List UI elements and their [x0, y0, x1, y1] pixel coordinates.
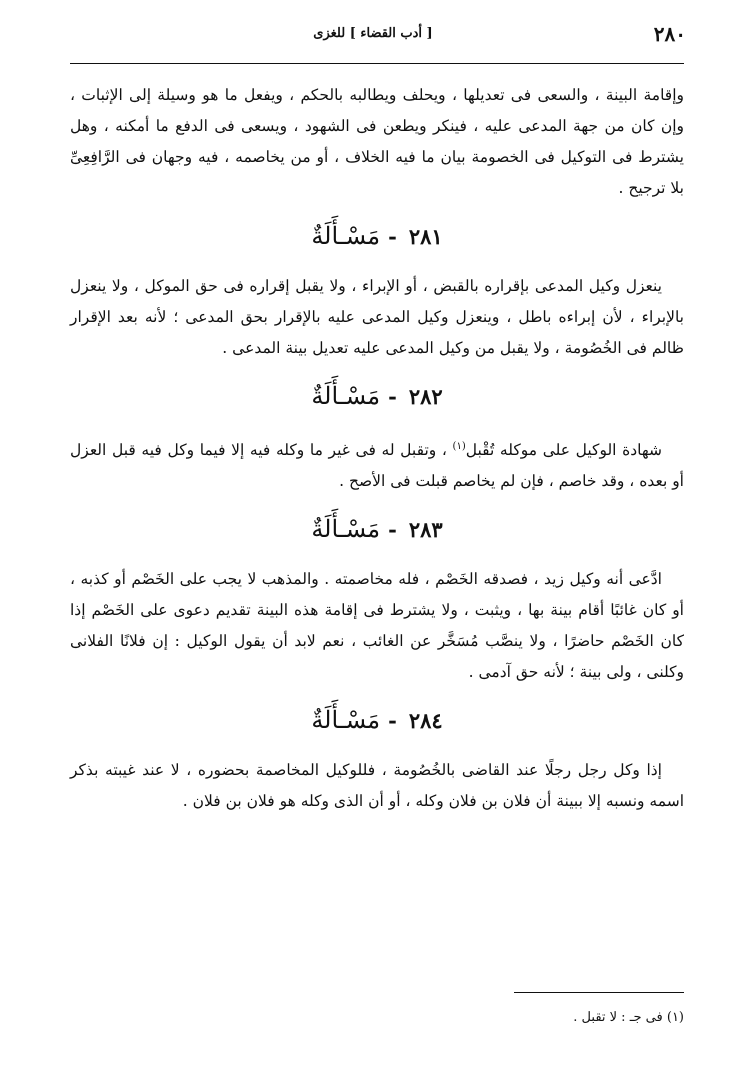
section-title: مَسْـأَلَةٌ	[311, 222, 381, 250]
section-heading-282	[70, 378, 684, 415]
section-text-281: ينعزل وكيل المدعى بإقراره بالقبض ، أو الإبراء ، ولا يقبل إقراره فى حق الموكل ، ولا ينعزل بالإبراء ، لأن إبراءه باطل ، وينعزل وكيل المدعى عليه بالإقرار بحق المدعى ؛ لأنه بعد الإقرار ظالم فى الخُصُومة ، ولا يقبل من وكيل المدعى عليه تعديل بينة المدعى .	[70, 277, 684, 357]
section-text-284: إذا وكل رجل رجلًا عند القاضى بالخُصُومة ، فللوكيل المخاصمة بحضوره ، لا عند غيبته بذكر اسمه ونسبه إلا ببينة أن فلان بن فلان وكله ، أو أن الذى وكله هو فلان بن فلان .	[70, 761, 684, 811]
section-dash: -	[388, 517, 397, 543]
section-number: ٢٨٣	[408, 517, 443, 543]
page-header	[60, 22, 686, 56]
header-rule	[70, 63, 684, 64]
section-title: مَسْـأَلَةٌ	[311, 706, 381, 735]
section-heading-283	[70, 511, 684, 548]
section-title: مَسْـأَلَةٌ	[311, 382, 381, 410]
running-title: [ أدب القضاء ] للغزى	[313, 26, 433, 41]
section-heading-281	[70, 218, 684, 255]
intro-paragraph: وإقامة البينة ، والسعى فى تعديلها ، ويحلف ويطالبه بالحكم ، ويفعل ما هو وسيلة إلى الإثبات ، وإن كان من جهة المدعى عليه ، فينكر ويطعن فى الشهود ، ويسعى فى الدفع ما أمكنه ، وهل يشترط فى التوكيل فى الخصومة بيان ما فيه الخلاف ، أو من يخاصمه ، فيه وجهان فى الرَّافِعِىِّ بلا ترجيح .	[70, 86, 684, 197]
section-text-282-end: ، وتقبل له فى غير ما وكله فيه إلا فيما وكل فيه قبل العزل أو بعده ، وقد خاصم ، فإن لم يخاصم قبلت فى الأصح .	[70, 441, 684, 491]
footnote-reference: (١)	[452, 441, 466, 452]
section-title: مَسْـأَلَةٌ	[311, 515, 381, 544]
page-body	[70, 80, 684, 817]
section-heading-284	[70, 702, 684, 739]
footnote-rule	[514, 992, 684, 993]
section-number: ٢٨٤	[408, 708, 443, 734]
section-number: ٢٨٢	[408, 384, 443, 409]
footnote: (١) فى جـ : لا تقبل .	[573, 1010, 684, 1025]
section-dash: -	[388, 708, 397, 734]
section-text-282-start: شهادة الوكيل على موكله تُقْبل	[465, 441, 662, 460]
section-dash: -	[388, 384, 397, 409]
section-text-283: ادَّعى أنه وكيل زيد ، فصدقه الخَصْم ، فله مخاصمته . والمذهب لا يجب على الخَصْم أو كذبه ، أو كان غائبًا أقام بينة بها ، ويثبت ، ولا يشترط فى إقامة هذه البينة تقديم دعوى على الخَصْم إذا كان الخَصْم حاضرًا ، ولا ينصَّب مُسَخَّر عن الغائب ، نعم لابد أن يقول الوكيل : إن فلانًا الفلانى وكلنى ، ولى بينة ؛ لأنه حق آدمى .	[70, 570, 684, 682]
page-number: ٢٨٠	[653, 22, 686, 46]
section-number: ٢٨١	[408, 224, 443, 249]
section-text-282	[70, 431, 684, 497]
section-dash: -	[388, 224, 397, 249]
